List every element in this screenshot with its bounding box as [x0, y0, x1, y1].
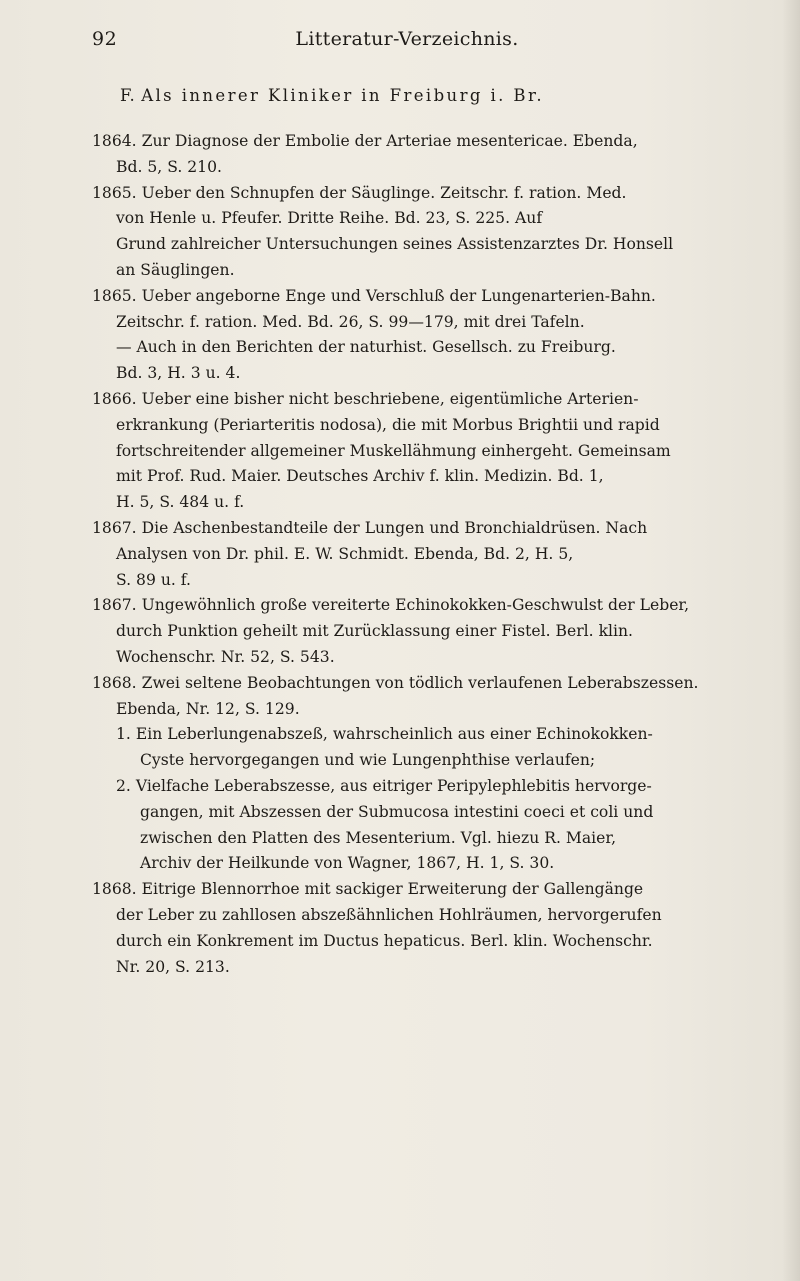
entry-text: — Auch in den Berichten der naturhist. Gesellsch. zu Freiburg.: [116, 338, 616, 357]
entry-first-line: [92, 129, 717, 155]
entry-text: gangen, mit Abszessen der Submucosa intestini coeci et coli und: [140, 802, 654, 821]
entry-continuation-line: [92, 361, 717, 387]
entry-text: Ueber eine bisher nicht beschriebene, eigentümliche Arterien-: [141, 389, 639, 408]
entry-continuation-line: [92, 155, 717, 181]
entry-first-line: [92, 593, 717, 619]
entry-year: 1867.: [92, 518, 137, 537]
entry-first-line: [92, 671, 717, 697]
section-title-text: Als innerer Kliniker in Freiburg i. Br.: [141, 86, 545, 105]
entry-text: erkrankung (Periarteritis nodosa), die mit Morbus Brightii und rapid: [116, 415, 660, 434]
entry-first-line: [92, 877, 717, 903]
entry-text: an Säuglingen.: [116, 260, 235, 279]
entry-first-line: [92, 387, 717, 413]
entry-year: 1864.: [92, 132, 137, 150]
entry-continuation-line: [92, 903, 717, 929]
entry-continuation-line: [92, 645, 717, 671]
entry-text: mit Prof. Rud. Maier. Deutsches Archiv f. klin. Medizin. Bd. 1,: [116, 467, 604, 486]
entry-text: Ebenda, Nr. 12, S. 129.: [116, 699, 300, 718]
entry-year: 1868.: [92, 673, 137, 692]
section-heading: [120, 86, 720, 105]
page-header: [92, 28, 722, 58]
entry-year: 1866.: [92, 389, 137, 408]
entry-continuation-line: [92, 568, 717, 594]
entry-first-line: [92, 181, 717, 207]
entry-text: Ueber den Schnupfen der Säuglinge. Zeitschr. f. ration. Med.: [141, 183, 627, 202]
entry-text: S. 89 u. f.: [116, 570, 191, 589]
entry-continuation-line: [92, 929, 717, 955]
entry-continuation-line: [92, 206, 717, 232]
entry-text: fortschreitender allgemeiner Muskellähmung einhergeht. Gemeinsam: [116, 441, 671, 460]
entry-continuation-line: [92, 490, 717, 516]
page-number: 92: [92, 28, 118, 50]
entry-text: 1. Ein Leberlungenabszeß, wahrscheinlich aus einer Echinokokken-: [116, 725, 653, 744]
entry-first-line: [92, 516, 717, 542]
entry-continuation-line: [92, 310, 717, 336]
entry-year: 1868.: [92, 880, 137, 899]
entry-text: Analysen von Dr. phil. E. W. Schmidt. Ebenda, Bd. 2, H. 5,: [116, 544, 574, 563]
entry-continuation-line: [92, 955, 717, 981]
entry-text: Bd. 3, H. 3 u. 4.: [116, 364, 241, 383]
entry-text: Wochenschr. Nr. 52, S. 543.: [116, 647, 335, 666]
entry-continuation-line: [92, 335, 717, 361]
entry-text: Ungewöhnlich große vereiterte Echinokokken-Geschwulst der Leber,: [141, 596, 690, 615]
entry-continuation-line: [92, 439, 717, 465]
entry-continuation-line: [92, 748, 717, 774]
entry-text: Zeitschr. f. ration. Med. Bd. 26, S. 99—179, mit drei Tafeln.: [116, 312, 585, 331]
entry-text: Nr. 20, S. 213.: [116, 957, 230, 976]
entry-continuation-line: [92, 258, 717, 284]
entry-year: 1867.: [92, 596, 137, 615]
page-edge-shadow: [782, 0, 800, 1281]
entry-text: Ueber angeborne Enge und Verschluß der Lungenarterien-Bahn.: [141, 286, 656, 305]
entry-text: Zwei seltene Beobachtungen von tödlich verlaufenen Leberabszessen.: [141, 673, 699, 692]
entry-continuation-line: [92, 697, 717, 723]
entry-text: von Henle u. Pfeufer. Dritte Reihe. Bd. 23, S. 225. Auf: [116, 209, 543, 228]
entry-text: Die Aschenbestandteile der Lungen und Bronchialdrüsen. Nach: [141, 518, 648, 537]
entry-continuation-line: [92, 800, 717, 826]
entry-text: zwischen den Platten des Mesenterium. Vgl. hiezu R. Maier,: [140, 828, 617, 847]
entry-year: 1865.: [92, 286, 137, 305]
entry-year: 1865.: [92, 183, 137, 202]
entry-continuation-line: [92, 232, 717, 258]
section-letter: F.: [120, 86, 136, 105]
entry-continuation-line: [92, 774, 717, 800]
entry-text: H. 5, S. 484 u. f.: [116, 493, 245, 512]
entry-continuation-line: [92, 413, 717, 439]
entry-text: durch ein Konkrement im Ductus hepaticus. Berl. klin. Wochenschr.: [116, 931, 653, 950]
bibliography-list: [92, 129, 717, 980]
entry-text: Eitrige Blennorrhoe mit sackiger Erweiterung der Gallengänge: [141, 880, 644, 899]
entry-continuation-line: [92, 619, 717, 645]
entry-text: Grund zahlreicher Untersuchungen seines Assistenzarztes Dr. Honsell: [116, 235, 674, 254]
entry-continuation-line: [92, 851, 717, 877]
entry-text: Cyste hervorgegangen und wie Lungenphthise verlaufen;: [140, 751, 596, 770]
entry-text: Archiv der Heilkunde von Wagner, 1867, H. 1, S. 30.: [140, 854, 555, 873]
entry-first-line: [92, 284, 717, 310]
entry-text: 2. Vielfache Leberabszesse, aus eitriger Peripylephlebitis hervorge-: [116, 776, 652, 795]
entry-continuation-line: [92, 722, 717, 748]
entry-text: der Leber zu zahllosen abszeßähnlichen Hohlräumen, hervorgerufen: [116, 905, 662, 924]
entry-text: Zur Diagnose der Embolie der Arteriae mesentericae. Ebenda,: [141, 132, 638, 150]
entry-text: Bd. 5, S. 210.: [116, 157, 222, 176]
entry-continuation-line: [92, 826, 717, 852]
entry-continuation-line: [92, 542, 717, 568]
entry-text: durch Punktion geheilt mit Zurücklassung einer Fistel. Berl. klin.: [116, 622, 633, 641]
entry-continuation-line: [92, 464, 717, 490]
running-title: Litteratur-Verzeichnis.: [295, 28, 519, 50]
